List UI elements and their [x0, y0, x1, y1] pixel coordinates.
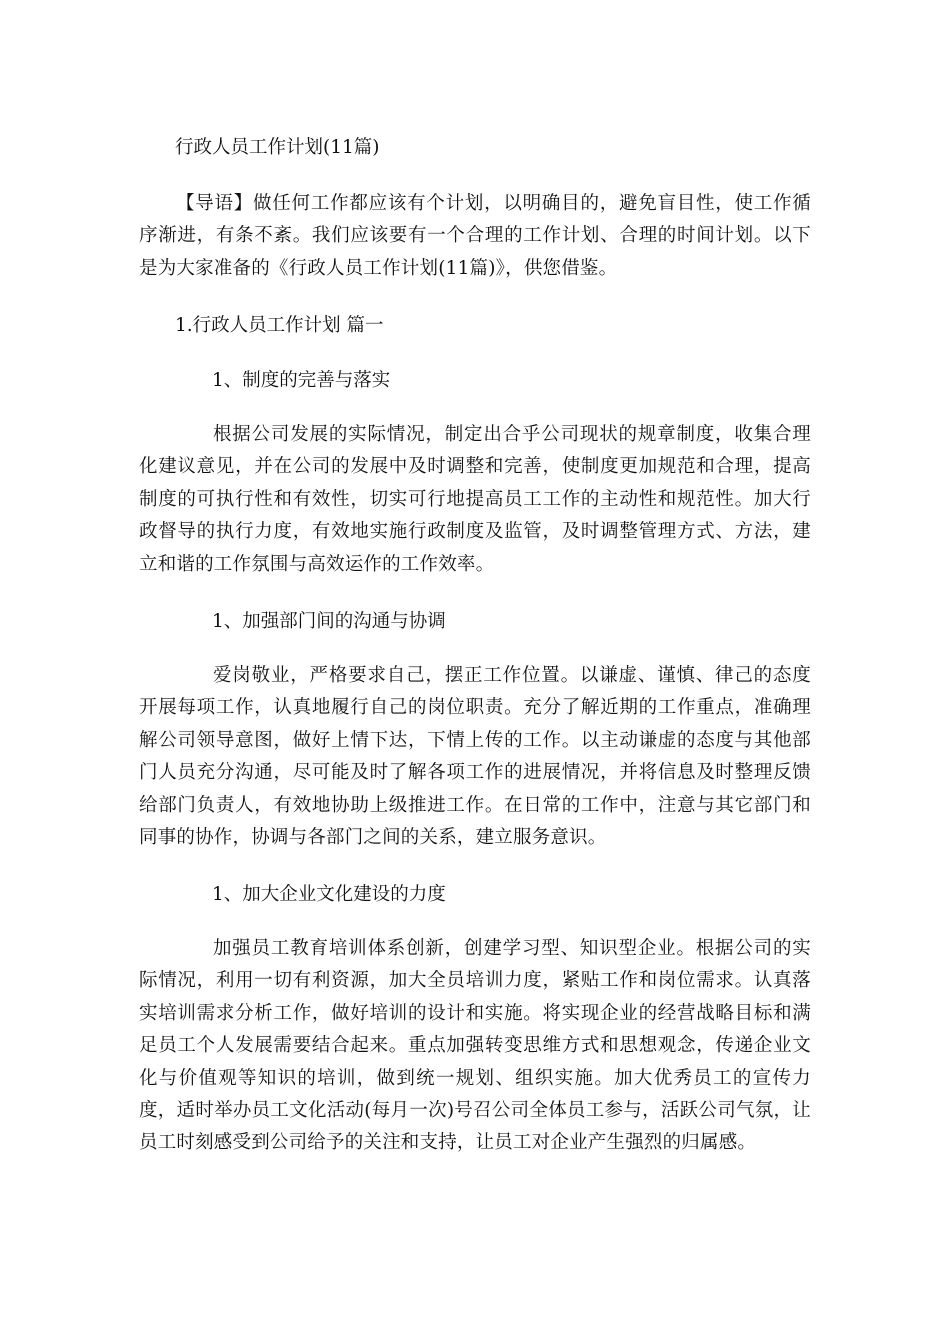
item-body-2: 爱岗敬业，严格要求自己，摆正工作位置。以谦虚、谨慎、律己的态度开展每项工作，认真地履行自己的岗位职责。充分了解近期的工作重点，准确理解公司领导意图，做好上情下达，下情上传的工作。以主动谦虚的态度与其他部门人员充分沟通，尽可能及时了解各项工作的进展情况，并将信息及时整理反馈给部门负责人，有效地协助上级推进工作。在日常的工作中，注意与其它部门和同事的协作，协调与各部门之间的关系，建立服务意识。	[139, 665, 811, 849]
section-title: 1.行政人员工作计划 篇一	[175, 315, 384, 336]
item-body-1: 根据公司发展的实际情况，制定出合乎公司现状的规章制度，收集合理化建议意见，并在公司的发展中及时调整和完善，使制度更加规范和合理，提高制度的可执行性和有效性，切实可行地提高员工工作的主动性和规范性。加大行政督导的执行力度，有效地实施行政制度及监管，及时调整管理方式、方法，建立和谐的工作氛围与高效运作的工作效率。	[139, 424, 811, 575]
item-heading-3: 1、加大企业文化建设的力度	[212, 884, 446, 905]
document-title: 行政人员工作计划(11篇)	[175, 137, 380, 158]
item-heading-1: 1、制度的完善与落实	[212, 370, 391, 391]
item-heading-2: 1、加强部门间的沟通与协调	[212, 611, 446, 632]
item-body-3: 加强员工教育培训体系创新，创建学习型、知识型企业。根据公司的实际情况，利用一切有利资源，加大全员培训力度，紧贴工作和岗位需求。认真落实培训需求分析工作，做好培训的设计和实施。将实现企业的经营战略目标和满足员工个人发展需要结合起来。重点加强转变思维方式和思想观念，传递企业文化与价值观等知识的培训，做到统一规划、组织实施。加大优秀员工的宣传力度，适时举办员工文化活动(每月一次)号召公司全体员工参与，活跃公司气氛，让员工时刻感受到公司给予的关注和支持，让员工对企业产生强烈的归属感。	[139, 938, 811, 1154]
intro-paragraph: 【导语】做任何工作都应该有个计划，以明确目的，避免盲目性，使工作循序渐进，有条不紊。我们应该要有一个合理的工作计划、合理的时间计划。以下是为大家准备的《行政人员工作计划(11篇)》，供您借鉴。	[139, 193, 811, 279]
